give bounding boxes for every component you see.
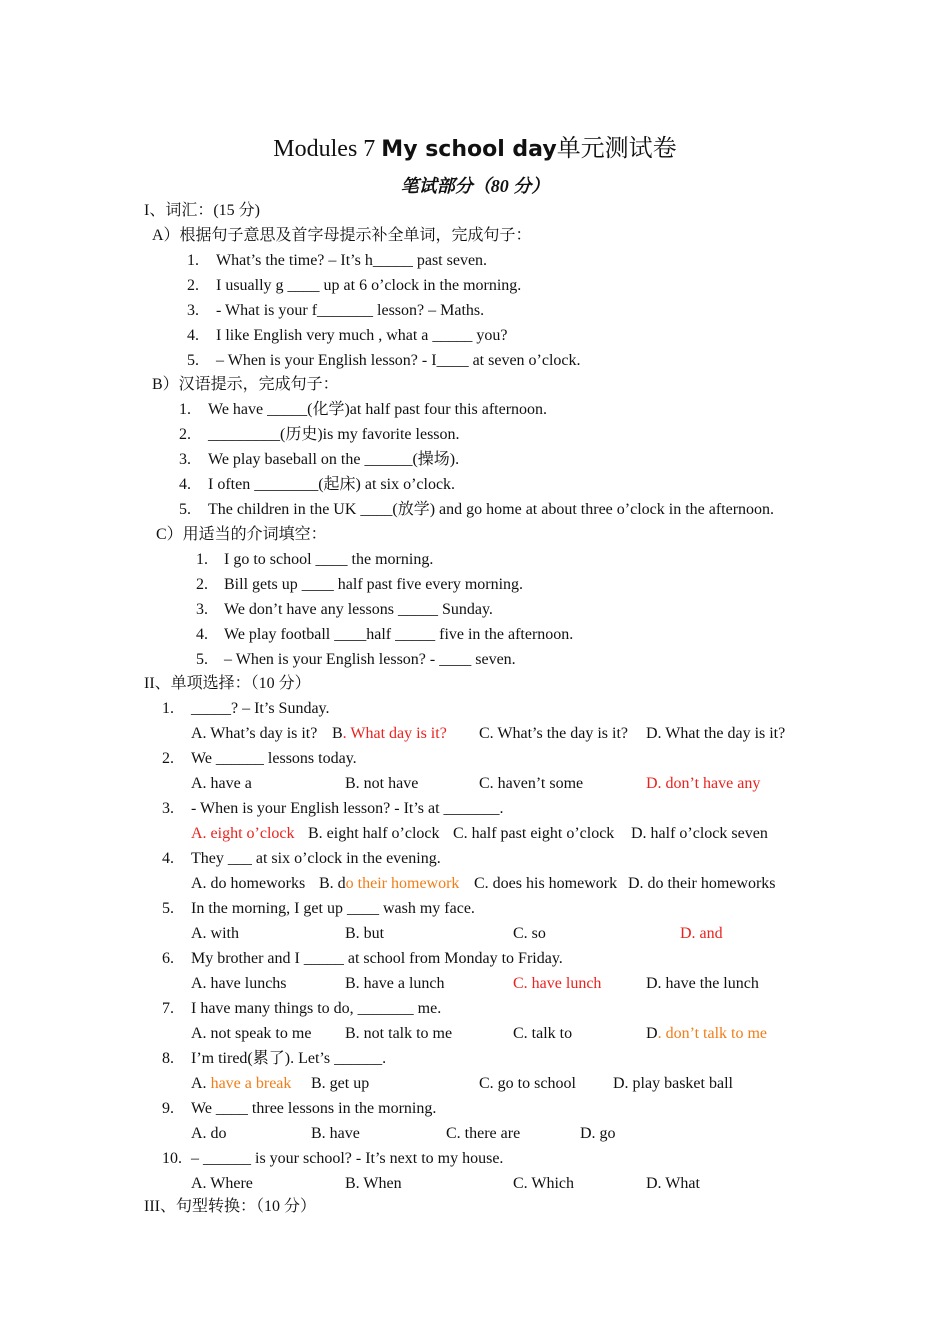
answer-option [479,1074,576,1094]
part-c-item: Bill gets up ____ half past five every morning. [224,576,524,593]
option-text: A. have a [191,775,252,792]
answer-option [345,1024,452,1044]
option-text: A. do homeworks [191,875,306,892]
question-text: In the morning, I get up ____ wash my face. [191,900,475,917]
question-number: 7. [162,1000,174,1017]
answer-option [332,724,447,744]
question-number: 4. [162,850,174,867]
option-text: A. do [191,1125,227,1142]
option-text: D. What the day is it? [646,725,786,742]
answer-option [646,974,759,994]
question-text: My brother and I _____ at school from Monday to Friday. [191,950,563,967]
part-c-item: I go to school ____ the morning. [224,551,434,568]
option-text: C. What’s the day is it? [479,725,629,742]
question-text: _____? – It’s Sunday. [191,700,330,717]
option-text: D. have the lunch [646,975,759,992]
answer-option [191,924,239,944]
option-text: A. [191,1075,211,1092]
question-text: They ___ at six o’clock in the evening. [191,850,441,867]
answer-option [513,1024,572,1044]
option-text: B. have [311,1125,360,1142]
option-text: C. Which [513,1175,575,1192]
title-post: 单元测试卷 [556,136,677,162]
option-text: C. talk to [513,1025,573,1042]
question-number: 1. [162,700,174,717]
option-text: A. have lunchs [191,975,287,992]
answer-option [513,974,601,994]
part-b-number: 4. [179,476,191,493]
title-pre: Modules 7 [273,136,382,162]
part-c-number: 5. [196,651,208,668]
highlighted-answer: . don’t talk to me [657,1025,768,1042]
option-text: A. with [191,925,239,942]
part-a-item: I usually g ____ up at 6 o’clock in the morning. [216,277,522,294]
part-b-item: The children in the UK ____(放学) and go home at about three o’clock in the afternoon. [208,501,775,518]
answer-option [646,774,760,794]
part-b-number: 2. [179,426,191,443]
part-b-item: I often ________(起床) at six o’clock. [208,476,456,493]
option-text: C. go to school [479,1075,576,1092]
part-b-heading: B）汉语提示，完成句子： [152,376,339,393]
page-subtitle: 笔试部分（80 分） [400,176,550,196]
answer-option [191,974,287,994]
part-b-number: 5. [179,501,191,518]
option-text: C. does his homework [474,875,618,892]
option-text: B. get up [311,1075,370,1092]
answer-option [580,1124,616,1144]
answer-option [646,724,785,744]
option-text: A. Where [191,1175,253,1192]
answer-option [646,1024,767,1044]
part-b-item: We have _____(化学)at half past four this afternoon. [208,401,548,418]
question-text: We ______ lessons today. [191,750,357,767]
option-text: B. but [345,925,385,942]
highlighted-answer: C. have lunch [513,975,602,992]
option-text: D [646,1025,658,1042]
highlighted-answer: o their homework [345,875,460,892]
question-text: I have many things to do, _______ me. [191,1000,442,1017]
answer-option [479,774,583,794]
answer-option [646,1174,700,1194]
part-a-heading: A）根据句子意思及首字母提示补全单词，完成句子： [152,227,532,244]
question-text: – ______ is your school? - It’s next to my house. [191,1150,504,1167]
option-text: C. so [513,925,546,942]
question-number: 10. [162,1150,182,1167]
answer-option [308,824,440,844]
answer-option [191,724,317,744]
question-number: 8. [162,1050,174,1067]
option-text: D. do their homeworks [628,875,776,892]
part-b-number: 3. [179,451,191,468]
part-a-item: I like English very much , what a _____ you? [216,327,508,344]
option-text: A. What’s day is it? [191,725,318,742]
answer-option [513,1174,574,1194]
answer-option [453,824,614,844]
part-a-item: What’s the time? – It’s h_____ past seven. [216,252,488,269]
option-text: B [332,725,343,742]
option-text: D. go [580,1125,616,1142]
answer-option [319,874,459,894]
option-text: C. haven’t some [479,775,584,792]
answer-option [311,1124,360,1144]
part-b-number: 1. [179,401,191,418]
answer-option [345,774,418,794]
option-text: B. d [319,875,346,892]
question-number: 3. [162,800,174,817]
question-text: - When is your English lesson? - It’s at _______. [191,800,504,817]
answer-option [191,774,252,794]
question-number: 2. [162,750,174,767]
option-text: A. not speak to me [191,1025,312,1042]
answer-option [191,1074,291,1094]
answer-option [191,1124,227,1144]
answer-option [613,1074,733,1094]
section-1-heading: I、词汇：(15 分) [144,202,260,219]
part-c-number: 4. [196,626,208,643]
answer-option [479,724,628,744]
answer-option [446,1124,520,1144]
highlighted-answer: have a break [210,1075,292,1092]
answer-option [191,1174,253,1194]
option-text: D. play basket ball [613,1075,733,1092]
option-text: B. When [345,1175,402,1192]
part-a-item: - What is your f_______ lesson? – Maths. [216,302,485,319]
option-text: B. have a lunch [345,975,445,992]
option-text: C. there are [446,1125,521,1142]
answer-option [345,974,445,994]
highlighted-answer: A. eight o’clock [191,825,295,842]
question-number: 9. [162,1100,174,1117]
part-a-number: 5. [187,352,199,369]
question-text: I’m tired(累了). Let’s ______. [191,1050,387,1067]
part-a-item: – When is your English lesson? - I____ at seven o’clock. [216,352,581,369]
question-text: We ____ three lessons in the morning. [191,1100,437,1117]
answer-option [474,874,617,894]
answer-option [191,874,305,894]
page-title [0,132,950,167]
part-a-number: 3. [187,302,199,319]
answer-option [191,1024,311,1044]
section-3-heading: III、句型转换：（10 分） [144,1198,316,1215]
section-2-heading: II、单项选择：（10 分） [144,675,311,692]
title-bold: My school day [381,137,557,162]
option-text: D. half o’clock seven [631,825,768,842]
part-c-item: – When is your English lesson? - ____ seven. [224,651,516,668]
answer-option [631,824,768,844]
option-text: B. eight half o’clock [308,825,440,842]
part-c-item: We don’t have any lessons _____ Sunday. [224,601,493,618]
answer-option [191,824,295,844]
answer-option [345,924,384,944]
question-number: 6. [162,950,174,967]
question-number: 5. [162,900,174,917]
part-c-heading: C）用适当的介词填空： [156,526,327,543]
option-text: B. not talk to me [345,1025,453,1042]
part-c-number: 3. [196,601,208,618]
highlighted-answer: D. don’t have any [646,775,761,792]
part-c-item: We play football ____half _____ five in the afternoon. [224,626,574,643]
option-text: C. half past eight o’clock [453,825,615,842]
option-text: D. What [646,1175,700,1192]
answer-option [345,1174,402,1194]
option-text: B. not have [345,775,419,792]
part-b-item: We play baseball on the ______(操场). [208,451,460,468]
part-a-number: 1. [187,252,199,269]
part-a-number: 2. [187,277,199,294]
highlighted-answer: . What day is it? [342,725,447,742]
part-b-item: _________(历史)is my favorite lesson. [208,426,460,443]
part-c-number: 2. [196,576,208,593]
answer-option [680,924,723,944]
part-c-number: 1. [196,551,208,568]
part-a-number: 4. [187,327,199,344]
answer-option [311,1074,369,1094]
answer-option [513,924,546,944]
answer-option [628,874,776,894]
highlighted-answer: D. and [680,925,723,942]
